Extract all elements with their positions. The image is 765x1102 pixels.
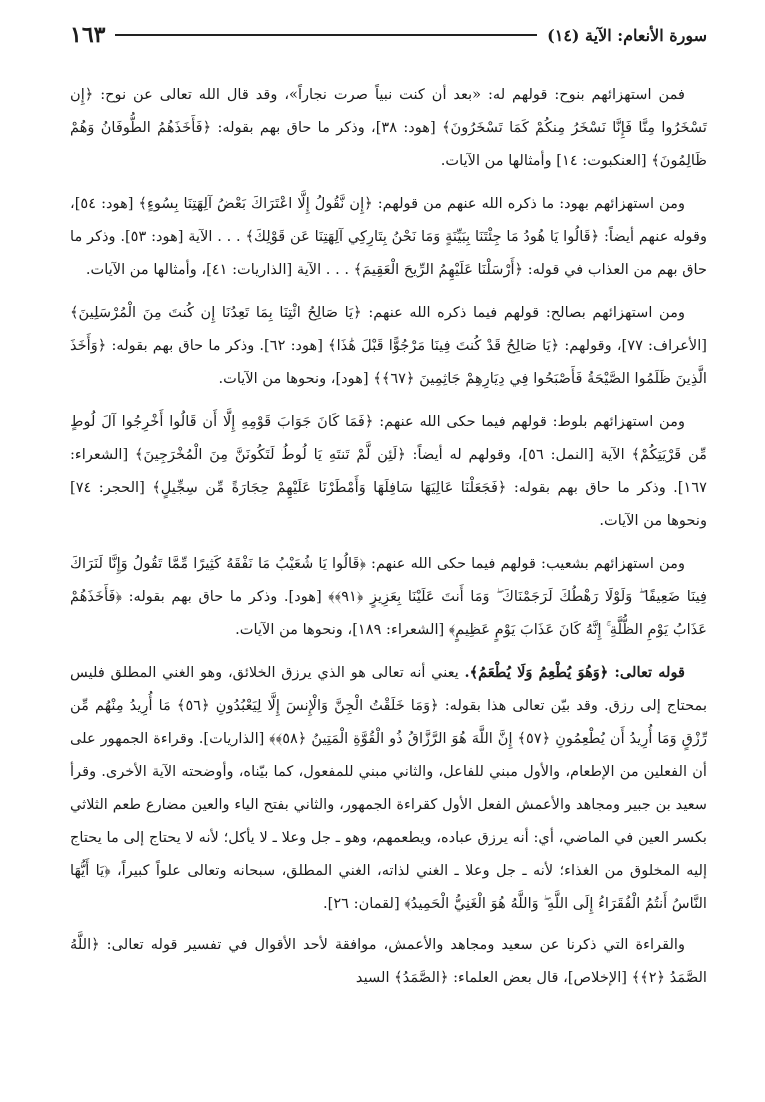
running-title: سورة الأنعام: الآية (١٤) bbox=[547, 25, 707, 45]
paragraph-reading: والقراءة التي ذكرنا عن سعيد ومجاهد والأعمش، موافقة لأحد الأقوال في تفسير قوله تعالى: ﴿اللَّهُ الصَّمَدُ ﴿٢﴾﴾ [الإخلاص]، قال بعض العلماء: ﴿الصَّمَدُ﴾ السيد bbox=[70, 936, 707, 986]
paragraph-noah: فمن استهزائهم بنوح: قولهم له: «بعد أن كنت نبياً صرت نجاراً»، وقد قال الله تعالى عن نوح: ﴿إِن تَسْخَرُوا مِنَّا فَإِنَّا نَسْخَرُ مِنكُمْ كَمَا تَسْخَرُونَ﴾ [هود: ٣٨]، وذكر ما حاق بهم بقوله: ﴿فَأَخَذَهُمُ الطُّوفَانُ وَهُمْ ظَالِمُونَ﴾ [العنكبوت: ١٤] وأمثالها من الآيات. bbox=[70, 86, 707, 169]
paragraph-shuayb: ومن استهزائهم بشعيب: قولهم فيما حكى الله عنهم: ﴿قَالُوا يَا شُعَيْبُ مَا نَفْقَهُ كَثِيرًا مِّمَّا تَقُولُ وَإِنَّا لَنَرَاكَ فِينَا ضَعِيفًا ۖ وَلَوْلَا رَهْطُكَ لَرَجَمْنَاكَ ۖ وَمَا أَنتَ عَلَيْنَا بِعَزِيزٍ ﴿٩١﴾﴾ [هود]. وذكر ما حاق بهم بقوله: ﴿فَأَخَذَهُمْ عَذَابُ يَوْمِ الظُّلَّةِ ۚ إِنَّهُ كَانَ عَذَابَ يَوْمٍ عَظِيمٍ﴾ [الشعراء: ١٨٩]، ونحوها من الآيات. bbox=[70, 555, 707, 638]
verse-heading: قوله تعالى: ﴿وَهُوَ يُطْعِمُ وَلَا يُطْعَمُ﴾. bbox=[464, 664, 685, 681]
paragraph-hud: ومن استهزائهم بهود: ما ذكره الله عنهم من قولهم: ﴿إِن نَّقُولُ إِلَّا اعْتَرَاكَ بَعْضُ آلِهَتِنَا بِسُوءٍ﴾ [هود: ٥٤]، وقوله عنهم أيضاً: ﴿قَالُوا يَا هُودُ مَا جِئْتَنَا بِبَيِّنَةٍ وَمَا نَحْنُ بِتَارِكِي آلِهَتِنَا عَن قَوْلِكَ﴾ . . . الآية [هود: ٥٣]. وذكر ما حاق بهم من العذاب في قوله: ﴿أَرْسَلْنَا عَلَيْهِمُ الرِّيحَ الْعَقِيمَ﴾ . . . الآية [الذاريات: ٤١]، وأمثالها من الآيات. bbox=[70, 195, 707, 278]
page-body bbox=[70, 78, 707, 994]
verse-commentary: يعني أنه تعالى هو الذي يرزق الخلائق، وهو الغني المطلق فليس بمحتاج إلى رزق. وقد بيّن تعالى هذا بقوله: ﴿وَمَا خَلَقْتُ الْجِنَّ وَالْإِنسَ إِلَّا لِيَعْبُدُونِ ﴿٥٦﴾ مَا أُرِيدُ مِنْهُم مِّن رِّزْقٍ وَمَا أُرِيدُ أَن يُطْعِمُونِ ﴿٥٧﴾ إِنَّ اللَّهَ هُوَ الرَّزَّاقُ ذُو الْقُوَّةِ الْمَتِينُ ﴿٥٨﴾﴾ [الذاريات]. وقراءة الجمهور على أن الفعلين من الإطعام، والأول مبني للفاعل، والثاني مبني للمفعول، كما بيّناه، وأوضحته الآية الأخرى. وقرأ سعيد بن جبير ومجاهد والأعمش الفعل الأول كقراءة الجمهور، والثاني بفتح الياء والعين مضارع طعم الثلاثي بكسر العين في الماضي، أي: أنه يرزق عباده، ويطعمهم، وهو ـ جل وعلا ـ لا يأكل؛ لأنه لا يحتاج إلى ما يحتاج إليه المخلوق من الغذاء؛ لأنه ـ جل وعلا ـ الغني لذاته، الغني المطلق، سبحانه وتعالى علواً كبيراً، ﴿يَا أَيُّهَا النَّاسُ أَنتُمُ الْفُقَرَاءُ إِلَى اللَّهِ ۖ وَاللَّهُ هُوَ الْغَنِيُّ الْحَمِيدُ﴾ [لقمان: ٢٦]. bbox=[70, 664, 708, 912]
page-number: ١٦٣ bbox=[70, 22, 106, 48]
paragraph-salih: ومن استهزائهم بصالح: قولهم فيما ذكره الله عنهم: ﴿يَا صَالِحُ ائْتِنَا بِمَا تَعِدُنَا إِن كُنتَ مِنَ الْمُرْسَلِينَ﴾ [الأعراف: ٧٧]، وقولهم: ﴿يَا صَالِحُ قَدْ كُنتَ فِينَا مَرْجُوًّا قَبْلَ هَٰذَا﴾ [هود: ٦٢]. وذكر ما حاق بهم بقوله: ﴿وَأَخَذَ الَّذِينَ ظَلَمُوا الصَّيْحَةُ فَأَصْبَحُوا فِي دِيَارِهِمْ جَاثِمِينَ ﴿٦٧﴾﴾ [هود]، ونحوها من الآيات. bbox=[70, 304, 707, 387]
paragraph-feeding-verse bbox=[70, 656, 707, 920]
header-rule bbox=[115, 34, 537, 36]
paragraph-lut: ومن استهزائهم بلوط: قولهم فيما حكى الله عنهم: ﴿فَمَا كَانَ جَوَابَ قَوْمِهِ إِلَّا أَن قَالُوا أَخْرِجُوا آلَ لُوطٍ مِّن قَرْيَتِكُمْ﴾ الآية [النمل: ٥٦]، وقولهم له أيضاً: ﴿لَئِن لَّمْ تَنتَهِ يَا لُوطُ لَتَكُونَنَّ مِنَ الْمُخْرَجِينَ﴾ [الشعراء: ١٦٧]. وذكر ما حاق بهم بقوله: ﴿فَجَعَلْنَا عَالِيَهَا سَافِلَهَا وَأَمْطَرْنَا عَلَيْهِمْ حِجَارَةً مِّن سِجِّيلٍ﴾ [الحجر: ٧٤] ونحوها من الآيات. bbox=[70, 413, 707, 529]
page-header bbox=[70, 22, 707, 48]
